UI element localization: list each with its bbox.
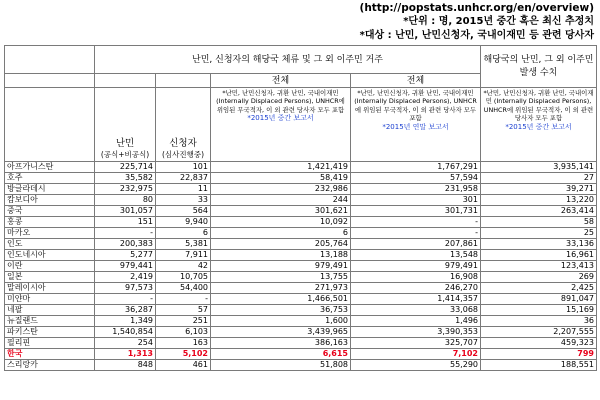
total-end-cell: 301,731 <box>351 206 481 217</box>
table-row <box>5 206 597 217</box>
applicants-cell: 42 <box>156 261 211 272</box>
origin-cell: 27 <box>481 173 597 184</box>
total-end-cell: 55,290 <box>351 360 481 371</box>
applicants-cell: 7,911 <box>156 250 211 261</box>
report-annual-2015: *2015년 연말 보고서 <box>382 122 449 131</box>
applicants-cell: 5,102 <box>156 349 211 360</box>
total-end-cell: 1,767,291 <box>351 162 481 173</box>
applicants-cell: 461 <box>156 360 211 371</box>
table-row <box>5 283 597 294</box>
total-end-cell: - <box>351 217 481 228</box>
origin-cell: 3,935,141 <box>481 162 597 173</box>
country-cell: 아프가니스탄 <box>5 162 95 173</box>
total-end-cell: 7,102 <box>351 349 481 360</box>
origin-cell: 33,136 <box>481 239 597 250</box>
refugees-cell: 200,383 <box>95 239 156 250</box>
table-row <box>5 217 597 228</box>
total-mid-cell: 10,092 <box>211 217 351 228</box>
total-mid-cell: 301,621 <box>211 206 351 217</box>
country-cell: 말레이시아 <box>5 283 95 294</box>
applicants-cell: 163 <box>156 338 211 349</box>
total-end-note-cell <box>351 88 481 162</box>
group-header-origin: 해당국의 난민, 그 외 이주민 발생 수치 <box>481 46 597 88</box>
refugee-column-header <box>95 88 156 162</box>
total-mid-cell: 1,421,419 <box>211 162 351 173</box>
total-mid-cell: 1,600 <box>211 316 351 327</box>
total-mid-note-cell <box>211 88 351 162</box>
origin-cell: 799 <box>481 349 597 360</box>
country-cell: 네팔 <box>5 305 95 316</box>
country-cell: 뉴질랜드 <box>5 316 95 327</box>
total-mid-cell: 244 <box>211 195 351 206</box>
refugee-sublabel: (공식+비공식) <box>100 150 150 159</box>
table-row <box>5 250 597 261</box>
total-mid-cell: 271,973 <box>211 283 351 294</box>
refugees-cell: 232,975 <box>95 184 156 195</box>
total-mid-cell: 36,753 <box>211 305 351 316</box>
origin-cell: 36 <box>481 316 597 327</box>
applicants-cell: 11 <box>156 184 211 195</box>
applicants-cell: 57 <box>156 305 211 316</box>
country-cell: 스리랑카 <box>5 360 95 371</box>
header-notes <box>360 1 594 43</box>
origin-note-cell <box>481 88 597 162</box>
total-mid-cell: 51,808 <box>211 360 351 371</box>
country-cell: 홍콩 <box>5 217 95 228</box>
country-cell: 캄보디아 <box>5 195 95 206</box>
table-row <box>5 261 597 272</box>
total-end-cell: 1,496 <box>351 316 481 327</box>
origin-cell: 269 <box>481 272 597 283</box>
origin-cell: 263,414 <box>481 206 597 217</box>
report-mid-2015: *2015년 중간 보고서 <box>247 114 314 123</box>
scope-note: *난민, 난민신청자, 귀환 난민, 국내이재민 (Internally Displaced Persons), UNHCR에 위임된 무국적자, 이 외 관련 당사자 모두 포함 <box>216 89 345 114</box>
total-end-cell: 57,594 <box>351 173 481 184</box>
refugees-cell: - <box>95 228 156 239</box>
table-row <box>5 184 597 195</box>
total-end-cell: 231,958 <box>351 184 481 195</box>
total-mid-cell: 205,764 <box>211 239 351 250</box>
total-mid-cell: 6 <box>211 228 351 239</box>
total-mid-cell: 979,491 <box>211 261 351 272</box>
refugees-cell: 254 <box>95 338 156 349</box>
total-end-cell: 16,908 <box>351 272 481 283</box>
source-url: (http://popstats.unhcr.org/en/overview) <box>359 2 594 14</box>
refugees-cell: 151 <box>95 217 156 228</box>
applicants-cell: 22,837 <box>156 173 211 184</box>
target-note: *대상 : 난민, 난민신청자, 국내이재민 등 관련 당사자 <box>359 30 594 41</box>
group-header-residence: 난민, 신청자의 해당국 체류 및 그 외 이주민 거주 <box>95 46 481 74</box>
table-row <box>5 195 597 206</box>
origin-cell: 39,271 <box>481 184 597 195</box>
table-row <box>5 173 597 184</box>
total-end-cell: - <box>351 228 481 239</box>
refugees-cell: 1,313 <box>95 349 156 360</box>
refugees-cell: 979,441 <box>95 261 156 272</box>
origin-cell: 891,047 <box>481 294 597 305</box>
applicants-cell: 101 <box>156 162 211 173</box>
country-cell: 인도네시아 <box>5 250 95 261</box>
applicant-sublabel: (심사진행중) <box>161 150 205 159</box>
table-row <box>5 162 597 173</box>
origin-cell: 25 <box>481 228 597 239</box>
refugees-cell: 97,573 <box>95 283 156 294</box>
total-mid-cell: 58,419 <box>211 173 351 184</box>
origin-cell: 15,169 <box>481 305 597 316</box>
origin-cell: 459,323 <box>481 338 597 349</box>
refugees-cell: 36,287 <box>95 305 156 316</box>
country-cell: 필리핀 <box>5 338 95 349</box>
table-row <box>5 316 597 327</box>
refugees-cell: 80 <box>95 195 156 206</box>
total-end-cell: 246,270 <box>351 283 481 294</box>
total-end-cell: 3,390,353 <box>351 327 481 338</box>
origin-cell: 2,207,555 <box>481 327 597 338</box>
applicants-cell: 54,400 <box>156 283 211 294</box>
table-row <box>5 338 597 349</box>
table-row <box>5 239 597 250</box>
total-mid-cell: 232,986 <box>211 184 351 195</box>
applicants-cell: 6,103 <box>156 327 211 338</box>
total-mid-cell: 6,615 <box>211 349 351 360</box>
refugees-cell: 1,540,854 <box>95 327 156 338</box>
origin-cell: 13,220 <box>481 195 597 206</box>
country-cell: 호주 <box>5 173 95 184</box>
total-mid-cell: 1,466,501 <box>211 294 351 305</box>
refugees-cell: 2,419 <box>95 272 156 283</box>
table-row <box>5 349 597 360</box>
country-cell: 한국 <box>5 349 95 360</box>
country-cell: 인도 <box>5 239 95 250</box>
total-end-cell: 13,548 <box>351 250 481 261</box>
applicants-cell: 10,705 <box>156 272 211 283</box>
origin-cell: 58 <box>481 217 597 228</box>
table-row <box>5 327 597 338</box>
header-total-end: 전체 <box>351 74 481 88</box>
refugee-label: 난민 <box>115 138 135 149</box>
refugees-cell: 301,057 <box>95 206 156 217</box>
country-cell: 방글라데시 <box>5 184 95 195</box>
table-row <box>5 228 597 239</box>
applicants-cell: 5,381 <box>156 239 211 250</box>
table-row <box>5 305 597 316</box>
refugees-cell: 5,277 <box>95 250 156 261</box>
scope-note: *난민, 난민신청자, 귀환 난민, 국내이재민 (Internally Displaced Persons), UNHCR에 위임된 무국적자, 이 외 관련 당사자 모두 포함 <box>354 89 477 123</box>
total-end-cell: 325,707 <box>351 338 481 349</box>
total-end-cell: 207,861 <box>351 239 481 250</box>
applicants-cell: 6 <box>156 228 211 239</box>
refugee-statistics-table <box>4 45 597 371</box>
report-mid-2015: *2015년 중간 보고서 <box>505 122 572 131</box>
refugees-cell: - <box>95 294 156 305</box>
applicants-cell: 251 <box>156 316 211 327</box>
table-row <box>5 272 597 283</box>
refugees-cell: 35,582 <box>95 173 156 184</box>
total-mid-cell: 13,188 <box>211 250 351 261</box>
refugees-cell: 1,349 <box>95 316 156 327</box>
applicant-label: 신청자 <box>169 138 197 149</box>
total-end-cell: 301 <box>351 195 481 206</box>
country-cell: 일본 <box>5 272 95 283</box>
table-row <box>5 360 597 371</box>
total-end-cell: 979,491 <box>351 261 481 272</box>
country-cell: 파키스탄 <box>5 327 95 338</box>
country-cell: 미얀마 <box>5 294 95 305</box>
total-mid-cell: 13,755 <box>211 272 351 283</box>
scope-note: *난민, 난민신청자, 귀환 난민, 국내이재민 (Internally Displaced Persons), UNHCR에 위임된 무국적자, 이 외 관련 당사자 모두 포함 <box>483 89 594 123</box>
applicants-cell: 564 <box>156 206 211 217</box>
total-mid-cell: 3,439,965 <box>211 327 351 338</box>
applicants-cell: - <box>156 294 211 305</box>
refugees-cell: 848 <box>95 360 156 371</box>
applicants-cell: 9,940 <box>156 217 211 228</box>
origin-cell: 2,425 <box>481 283 597 294</box>
origin-cell: 16,961 <box>481 250 597 261</box>
applicants-cell: 33 <box>156 195 211 206</box>
header-total-mid: 전체 <box>211 74 351 88</box>
total-end-cell: 33,068 <box>351 305 481 316</box>
total-mid-cell: 386,163 <box>211 338 351 349</box>
table-row <box>5 294 597 305</box>
origin-cell: 123,413 <box>481 261 597 272</box>
applicant-column-header <box>156 88 211 162</box>
refugees-cell: 225,714 <box>95 162 156 173</box>
total-end-cell: 1,414,357 <box>351 294 481 305</box>
country-cell: 마카오 <box>5 228 95 239</box>
unit-note: *단위 : 명, 2015년 중간 혹은 최신 추정치 <box>403 16 594 27</box>
country-cell: 중국 <box>5 206 95 217</box>
country-cell: 이란 <box>5 261 95 272</box>
origin-cell: 188,551 <box>481 360 597 371</box>
